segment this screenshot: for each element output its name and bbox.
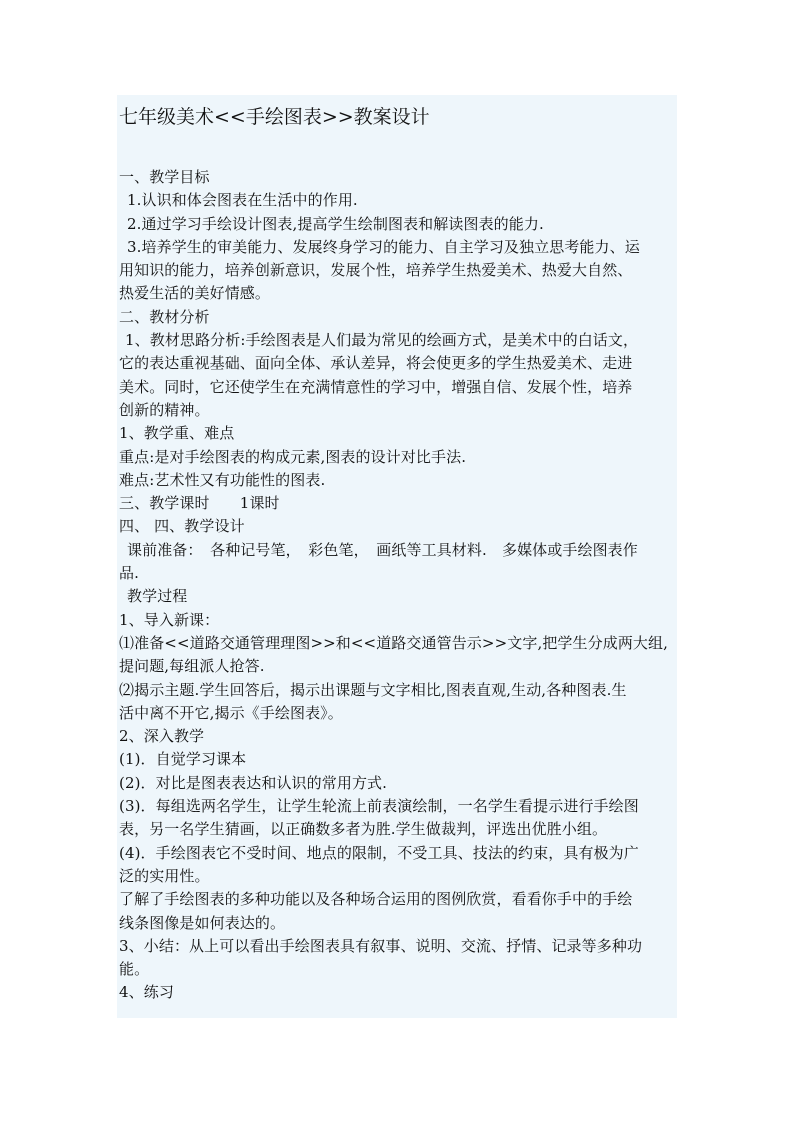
deep-teaching-heading: 2、深入教学 <box>119 727 205 746</box>
deep-step-1: (1)．自觉学习课本 <box>119 750 247 769</box>
section-heading-class-hours: 三、教学课时 1课时 <box>119 494 280 513</box>
preparation-line-2: 品. <box>119 564 139 583</box>
analysis-paragraph-line-3: 美术。同时，它还使学生在充满情意性的学习中，增强自信、发展个性，培养 <box>119 377 633 396</box>
summary-line-1: 3、小结：从上可以看出手绘图表具有叙事、说明、交流、抒情、记录等多种功 <box>119 936 643 955</box>
deep-step-2: (2)．对比是图表表达和认识的常用方式. <box>119 773 388 792</box>
lesson-plan-document <box>119 100 681 1005</box>
deep-step-4-line-2: 泛的实用性。 <box>119 866 210 885</box>
objective-item-3-line-3: 热爱生活的美好情感。 <box>119 284 271 303</box>
section-heading-design: 四、 四、教学设计 <box>119 517 245 536</box>
deep-step-3-line-1: (3)．每组选两名学生，让学生轮流上前表演绘制，一名学生看提示进行手绘图 <box>119 797 639 816</box>
key-points-heading: 1、教学重、难点 <box>119 424 235 443</box>
appreciation-line-2: 线条图像是如何表达的。 <box>119 913 286 932</box>
deep-step-4-line-1: (4)．手绘图表它不受时间、地点的限制，不受工具、技法的约束，具有极为广 <box>119 843 639 862</box>
intro-step-2-line-1: ⑵揭示主题.学生回答后，揭示出课题与文字相比,图表直观,生动,各种图表.生 <box>119 680 627 699</box>
objective-item-3-line-2: 用知识的能力，培养创新意识，发展个性，培养学生热爱美术、热爱大自然、 <box>119 261 633 280</box>
deep-step-3-line-2: 表，另一名学生猜画，以正确数多者为胜.学生做裁判，评选出优胜小组。 <box>119 820 608 839</box>
key-point: 重点:是对手绘图表的构成元素,图表的设计对比手法. <box>119 447 467 466</box>
intro-step-1-line-1: ⑴准备<<道路交通管理理图>>和<<道路交通管告示>>文字,把学生分成两大组, <box>119 633 668 652</box>
objective-item-3-line-1: 3.培养学生的审美能力、发展终身学习的能力、自主学习及独立思考能力、运 <box>127 237 640 256</box>
process-heading: 教学过程 <box>127 587 188 606</box>
document-title: 七年级美术<<手绘图表>>教案设计 <box>119 106 430 128</box>
analysis-paragraph-line-2: 它的表达重视基础、面向全体、承认差异，将会使更多的学生热爱美术、走进 <box>119 354 633 373</box>
intro-step-1-line-2: 提问题,每组派人抢答. <box>119 657 265 676</box>
intro-heading: 1、导入新课： <box>119 610 220 629</box>
objective-item-1: 1.认识和体会图表在生活中的作用. <box>127 191 358 210</box>
analysis-paragraph-line-4: 创新的精神。 <box>119 400 210 419</box>
practice-heading: 4、练习 <box>119 983 174 1002</box>
preparation-line-1: 课前准备： 各种记号笔， 彩色笔， 画纸等工具材料. 多媒体或手绘图表作 <box>127 540 638 559</box>
objective-item-2: 2.通过学习手绘设计图表,提高学生绘制图表和解读图表的能力. <box>127 214 544 233</box>
intro-step-2-line-2: 活中离不开它,揭示《手绘图表》。 <box>119 703 343 722</box>
summary-line-2: 能。 <box>119 960 150 979</box>
difficult-point: 难点:艺术性又有功能性的图表. <box>119 470 326 489</box>
appreciation-line-1: 了解了手绘图表的多种功能以及各种场合运用的图例欣赏，看看你手中的手绘 <box>119 890 633 909</box>
section-heading-analysis: 二、教材分析 <box>119 307 210 326</box>
section-heading-objectives: 一、教学目标 <box>119 168 210 186</box>
analysis-paragraph-line-1: 1、教材思路分析:手绘图表是人们最为常见的绘画方式，是美术中的白话文， <box>125 331 639 350</box>
